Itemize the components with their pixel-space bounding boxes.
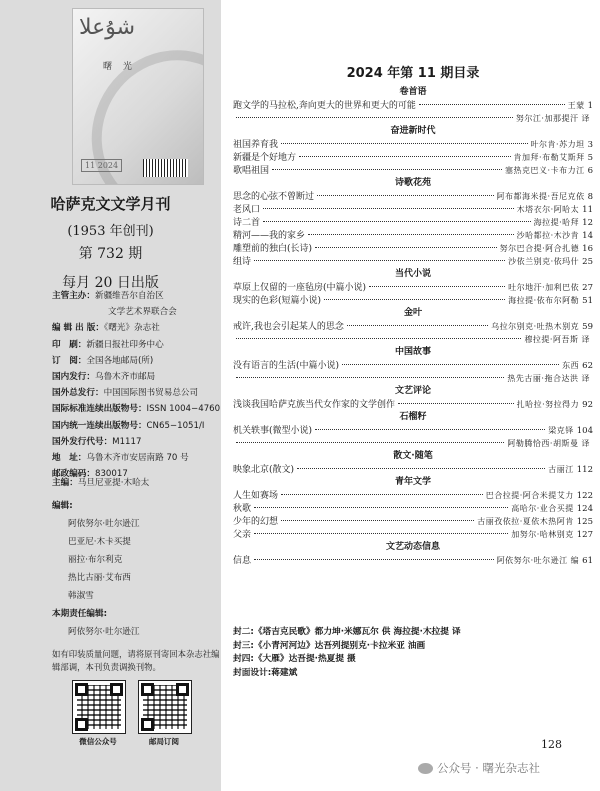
toc-entry-author: 加努尔·哈林别克 <box>511 530 574 539</box>
toc-entry[interactable] <box>233 242 593 255</box>
toc-section-heading: 青年文学 <box>394 477 431 487</box>
toc-entry-author: 梁克铎 <box>548 426 574 435</box>
toc-entry-title: 机关轶事(微型小说) <box>233 426 313 436</box>
toc-entry-page: 125 <box>576 517 593 527</box>
editors-list: 编辑: 阿依努尔·吐尔逊江 巴亚尼·木卡买提 丽拉·布尔利克 热比古丽·艾布西 韩淑雪 本期责任编辑: 阿依努尔·吐尔逊江 <box>52 497 217 641</box>
toc-title: 2024 年第 11 期目录 <box>346 66 480 81</box>
leader-dots <box>369 286 505 287</box>
leader-dots <box>263 208 514 209</box>
toc-entry-author: 扎哈拉·努拉得力 <box>516 400 580 409</box>
toc-entry-page: 122 <box>576 491 593 501</box>
toc-entry[interactable] <box>233 203 593 216</box>
toc-entry[interactable] <box>233 281 593 294</box>
toc-section-heading: 文艺评论 <box>394 386 431 396</box>
toc-entry-author: 阿勒腾恰西·胡斯曼 译 <box>507 439 590 448</box>
toc-entry-author: 沙哈都拉·木沙肯 <box>516 231 580 240</box>
toc-entry[interactable] <box>233 359 593 372</box>
toc-entry-title: 没有语言的生活(中篇小说) <box>233 361 340 371</box>
toc-entry[interactable] <box>233 151 593 164</box>
toc-entry-title: 草原上仅留的一座毡房(中篇小说) <box>233 283 367 293</box>
leader-dots <box>236 117 513 118</box>
toc-entry-author: 努尔江·加那提汗 译 <box>515 114 590 123</box>
toc-entry-page: 62 <box>582 361 593 371</box>
leader-dots <box>254 507 508 508</box>
toc-entry-page: 104 <box>576 426 593 436</box>
leader-dots <box>419 104 565 105</box>
toc-entry[interactable] <box>233 528 593 541</box>
magazine-cover-image <box>72 8 204 185</box>
toc-entry-title: 人生如赛场 <box>233 491 279 501</box>
credit-line: 封三:《小青河河边》达吾列提别克·卡拉米亚 油画 <box>233 640 426 651</box>
toc-section-heading: 中国故事 <box>394 347 431 357</box>
toc-entry-author: 塞热克巴义·卡布力江 <box>505 166 585 175</box>
toc-entry-title: 秋歌 <box>233 504 252 514</box>
issue-editor: 阿依努尔·吐尔逊江 <box>68 627 140 637</box>
issue-number: 第 732 期 <box>78 246 143 262</box>
cover-cn-title: 曙 光 <box>103 62 136 72</box>
post-subscribe-qr-code-icon[interactable] <box>138 680 192 734</box>
toc-entry[interactable] <box>233 138 593 151</box>
leader-dots <box>236 338 521 339</box>
wechat-icon <box>418 763 433 774</box>
toc-entry-author: 热先古丽·拖合达洪 译 <box>507 374 590 383</box>
founded-year: (1953 年创刊) <box>67 224 154 239</box>
toc-entry-title: 雕塑前的独白(长诗) <box>233 244 313 254</box>
toc-entry[interactable] <box>233 229 593 242</box>
leader-dots <box>236 377 504 378</box>
list-item: 丽拉·布尔利克 <box>68 555 123 565</box>
toc-entry-page: 11 <box>582 205 593 215</box>
leader-dots <box>281 520 474 521</box>
toc-entry-title: 组诗 <box>233 257 252 267</box>
toc-entry-page: 1 <box>587 101 593 111</box>
toc-entry-author: 乌拉尔别克·吐热木别克 <box>491 322 580 331</box>
toc-section-heading: 卷首语 <box>399 87 427 97</box>
publication-date: 每月 20 日出版 <box>62 275 159 291</box>
toc-entry-title: 新疆是个好地方 <box>233 153 297 163</box>
toc-rows <box>233 86 593 567</box>
toc-entry-page: 5 <box>587 153 593 163</box>
credit-line: 封二:《塔吉克民歌》都力坤·米娜瓦尔 供 海拉提·木拉提 译 <box>233 627 461 637</box>
toc-section-heading: 奋进新时代 <box>390 126 436 136</box>
toc-entry-author: 木塔衣尔·阿哈太 <box>516 205 580 214</box>
leader-dots <box>254 559 494 560</box>
toc-entry-page: 8 <box>587 192 593 202</box>
list-item: 热比古丽·艾布西 <box>68 573 131 583</box>
toc-entry-author: 东西 <box>562 361 580 370</box>
toc-entry-page: 51 <box>582 296 593 306</box>
toc-entry[interactable] <box>233 463 593 476</box>
toc-entry-page: 6 <box>587 166 593 176</box>
leader-dots <box>315 429 545 430</box>
toc-entry-title: 戒许,我也会引起某人的思念 <box>233 322 344 332</box>
page-number: 128 <box>541 738 562 751</box>
toc-entry[interactable] <box>233 216 593 229</box>
toc-section-heading: 金叶 <box>403 308 422 318</box>
toc-entry-title: 老风口 <box>233 205 261 215</box>
toc-entry-title: 跑文学的马拉松,奔向更大的世界和更大的可能 <box>233 101 416 111</box>
toc-entry-title: 少年的幻想 <box>233 517 279 527</box>
toc-entry[interactable] <box>233 489 593 502</box>
toc-entry-page: 27 <box>582 283 593 293</box>
toc-section-heading: 散文·随笔 <box>393 451 433 461</box>
magazine-title: 哈萨克文文学月刊 <box>50 195 171 213</box>
toc-entry-author: 古丽江 <box>548 465 574 474</box>
barcode-icon <box>143 159 188 177</box>
toc-entry-page: 127 <box>576 530 593 540</box>
chief-editor: 主编：马旦尼亚提·木哈太 <box>52 478 150 488</box>
toc-entry-title: 歌唱祖国 <box>233 166 270 176</box>
qr-label-post: 邮局订阅 <box>149 737 179 746</box>
toc-entry-page: 3 <box>587 140 593 150</box>
toc-entry[interactable] <box>233 99 593 112</box>
cover-issue-box: 11 2024 <box>81 159 122 172</box>
toc-entry[interactable] <box>233 398 593 411</box>
toc-entry-author: 王蒙 <box>567 101 585 110</box>
leader-dots <box>281 494 483 495</box>
cover-credits <box>233 626 595 680</box>
toc-entry-author: 阿布都海米提·吾尼克依 <box>496 192 585 201</box>
toc-entry-author: 吐尔地汗·加利巴依 <box>508 283 580 292</box>
leader-dots <box>398 403 514 404</box>
toc-entry-title: 父亲 <box>233 530 252 540</box>
toc-entry[interactable] <box>233 502 593 515</box>
toc-entry-page: 25 <box>582 257 593 267</box>
toc-entry-page: 14 <box>582 231 593 241</box>
leader-dots <box>342 364 559 365</box>
table-of-contents <box>233 62 593 567</box>
toc-entry[interactable] <box>233 372 593 385</box>
toc-entry[interactable] <box>233 164 593 177</box>
toc-entry-author: 肯加拜·布勒艾斯拜 <box>513 153 585 162</box>
leader-dots <box>263 221 531 222</box>
leader-dots <box>272 169 502 170</box>
toc-entry-author: 海拉提·哈拜 <box>533 218 580 227</box>
credit-line: 封面设计:蒋建斌 <box>233 667 298 678</box>
toc-entry-author: 阿依努尔·吐尔逊江 编 <box>496 556 580 565</box>
leader-dots <box>324 299 505 300</box>
toc-entry-page: 61 <box>582 556 593 566</box>
toc-entry-page: 12 <box>582 218 593 228</box>
toc-section-heading: 文艺动态信息 <box>385 542 440 552</box>
toc-section-heading: 当代小说 <box>394 269 431 279</box>
leader-dots <box>281 143 528 144</box>
toc-entry-title: 映象北京(散文) <box>233 465 295 475</box>
toc-entry-author: 海拉提·依布尔阿勒 <box>508 296 580 305</box>
toc-entry-author: 高哈尔·业合买提 <box>511 504 574 513</box>
quality-notice: 如有印装质量问题，请将原刊寄回本杂志社编辑部调，本刊负责调换刊物。 <box>52 649 220 672</box>
toc-entry-title: 现实的色彩(短篇小说) <box>233 296 322 306</box>
toc-entry-page: 16 <box>582 244 593 254</box>
toc-section-heading: 诗歌花苑 <box>394 178 431 188</box>
toc-entry-page: 59 <box>582 322 593 332</box>
toc-entry-page: 124 <box>576 504 593 514</box>
toc-entry-title: 诗二首 <box>233 218 261 228</box>
watermark: 公众号 · 曙光杂志社 <box>418 760 540 776</box>
leader-dots <box>254 533 508 534</box>
toc-entry[interactable] <box>233 515 593 528</box>
toc-entry[interactable] <box>233 255 593 268</box>
toc-entry-author: 叶尔肯·苏力坦 <box>530 140 585 149</box>
toc-entry-title: 祖国养育我 <box>233 140 279 150</box>
left-panel <box>0 0 221 791</box>
toc-entry[interactable] <box>233 424 593 437</box>
toc-entry[interactable] <box>233 112 593 125</box>
toc-entry-author: 穆拉提·阿吾斯 译 <box>524 335 590 344</box>
toc-entry-author: 沙依兰别克·依玛什 <box>508 257 580 266</box>
toc-entry-title: 浅谈我国哈萨克族当代女作家的文学创作 <box>233 400 396 410</box>
toc-section-heading: 石榴籽 <box>399 412 427 422</box>
toc-entry[interactable] <box>233 320 593 333</box>
leader-dots <box>299 156 511 157</box>
toc-entry-page: 112 <box>576 465 593 475</box>
leader-dots <box>317 195 494 196</box>
list-item: 韩淑雪 <box>68 591 94 601</box>
toc-entry-page: 92 <box>582 400 593 410</box>
list-item: 阿依努尔·吐尔逊江 <box>68 519 140 529</box>
publication-info: 主管主办：新疆维吾尔自治区 文学艺术界联合会 编 辑 出 版：《曙光》杂志社 印 刷：新疆日报社印务中心 订 阅：全国各地邮局(所) 国内发行：乌鲁木齐市邮局 国外总发行：中国国际图书贸易总公司 国际标准连续出版物号：ISSN 1004−4760 国内统一连续出版物号：CN65−1051/I 国外发行代号：M1117 地 址：乌鲁木齐市安居南路 70 号 邮政编码：830017 <box>52 291 221 480</box>
toc-entry-author: 努尔巴合提·阿合扎德 <box>499 244 580 253</box>
qr-label-wechat: 微信公众号 <box>79 737 117 746</box>
toc-entry-title: 精河——我的家乡 <box>233 231 306 241</box>
leader-dots <box>297 468 545 469</box>
wechat-qr-code-icon[interactable] <box>72 680 126 734</box>
leader-dots <box>308 234 514 235</box>
toc-entry-title: 信息 <box>233 556 252 566</box>
leader-dots <box>236 442 504 443</box>
toc-entry[interactable] <box>233 554 593 567</box>
leader-dots <box>254 260 505 261</box>
toc-entry-author: 古丽孜依拉·夏依木热阿肯 <box>477 517 574 526</box>
toc-entry[interactable] <box>233 437 593 450</box>
toc-entry[interactable] <box>233 333 593 346</box>
list-item: 巴亚尼·木卡买提 <box>68 537 131 547</box>
leader-dots <box>347 325 488 326</box>
leader-dots <box>315 247 497 248</box>
credit-line: 封四:《大雁》达吾提·热夏提 摄 <box>233 654 356 664</box>
toc-entry-author: 巴合拉提·阿合米提艾力 <box>485 491 574 500</box>
toc-entry[interactable] <box>233 190 593 203</box>
cover-logo: شۇعلا <box>79 15 136 40</box>
toc-entry[interactable] <box>233 294 593 307</box>
toc-entry-title: 思念的心弦不曾断过 <box>233 192 315 202</box>
